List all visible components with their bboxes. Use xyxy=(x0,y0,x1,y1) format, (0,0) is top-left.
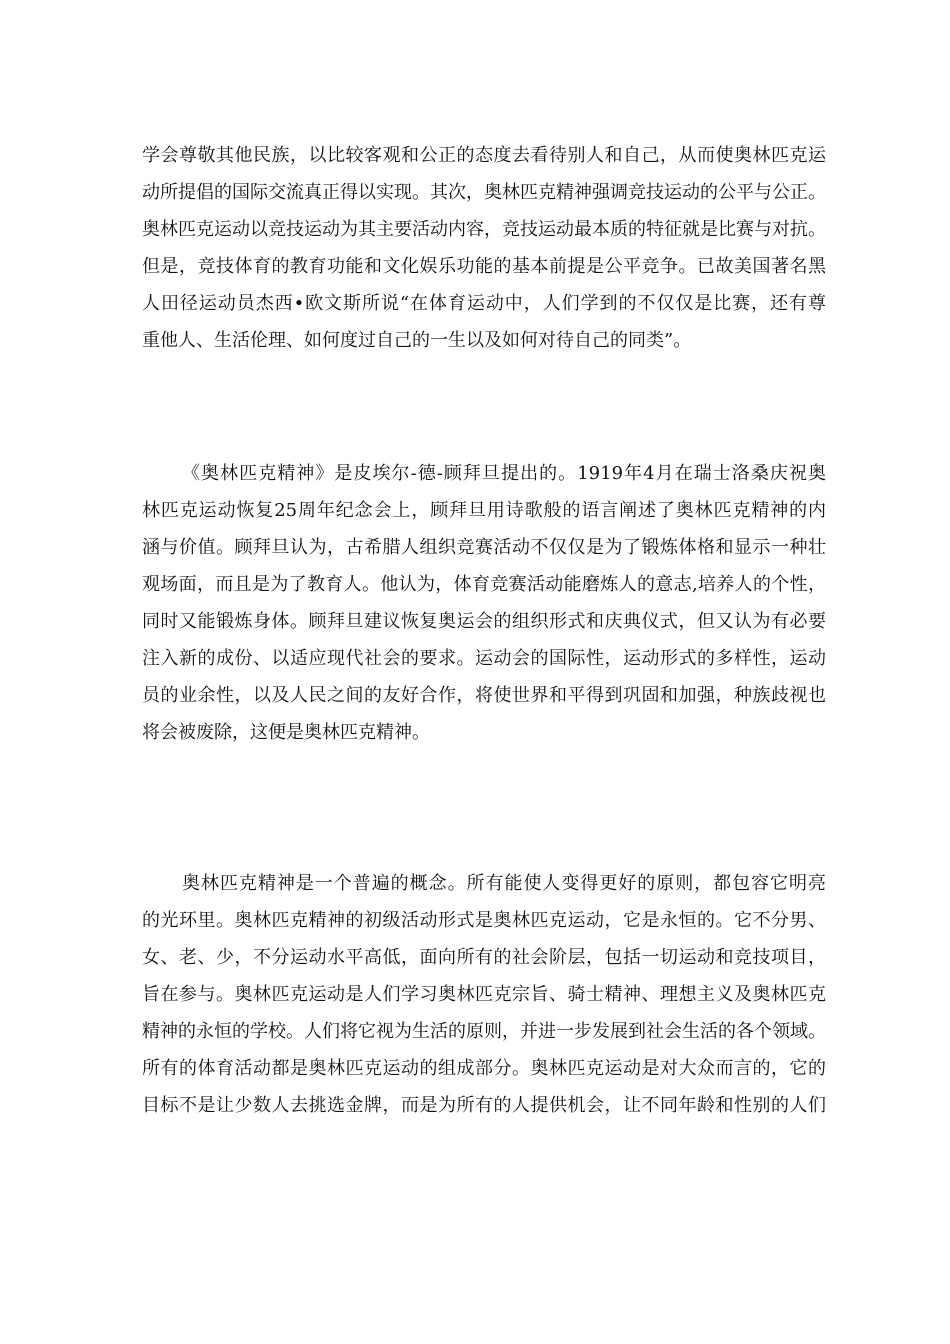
text-line: 目标不是让少数人去挑选金牌，而是为所有的人提供机会，让不同年龄和性别的人们 xyxy=(142,1095,826,1116)
text-line: 员的业余性，以及人民之间的友好合作，将使世界和平得到巩固和加强，种族歧视也 xyxy=(142,685,826,706)
text-line: 观场面，而且是为了教育人。他认为，体育竞赛活动能磨炼人的意志,培养人的个性， xyxy=(142,574,826,595)
text-line: 但是，竞技体育的教育功能和文化娱乐功能的基本前提是公平竞争。已故美国著名黑 xyxy=(142,256,826,277)
paragraph-1 xyxy=(142,137,826,359)
paragraph-3 xyxy=(142,865,826,1124)
text-line: 林匹克运动恢复25周年纪念会上，顾拜旦用诗歌般的语言阐述了奥林匹克精神的内 xyxy=(142,500,826,521)
text-line: 动所提倡的国际交流真正得以实现。其次，奥林匹克精神强调竞技运动的公平与公正。 xyxy=(142,182,826,203)
text-line: 将会被废除，这便是奥林匹克精神。 xyxy=(142,722,430,743)
text-line: 奥林匹克运动以竞技运动为其主要活动内容，竞技运动最本质的特征就是比赛与对抗。 xyxy=(142,219,826,240)
text-line: 涵与价值。顾拜旦认为，古希腊人组织竞赛活动不仅仅是为了锻炼体格和显示一种壮 xyxy=(142,537,826,558)
text-line: 女、老、少，不分运动水平高低，面向所有的社会阶层，包括一切运动和竞技项目， xyxy=(142,947,826,968)
paragraph-2 xyxy=(142,455,826,751)
text-line: 精神的永恒的学校。人们将它视为生活的原则，并进一步发展到社会生活的各个领域。 xyxy=(142,1021,826,1042)
text-line: 学会尊敬其他民族，以比较客观和公正的态度去看待别人和自己，从而使奥林匹克运 xyxy=(142,145,826,166)
text-line: 的光环里。奥林匹克精神的初级活动形式是奥林匹克运动，它是永恒的。它不分男、 xyxy=(142,910,826,931)
text-line: 所有的体育活动都是奥林匹克运动的组成部分。奥林匹克运动是对大众而言的，它的 xyxy=(142,1058,826,1079)
text-line: 奥林匹克精神是一个普遍的概念。所有能使人变得更好的原则，都包容它明亮 xyxy=(182,873,826,894)
text-line: 《奥林匹克精神》是皮埃尔-德-顾拜旦提出的。1919年4月在瑞士洛桑庆祝奥 xyxy=(182,463,826,484)
text-line: 同时又能锻炼身体。顾拜旦建议恢复奥运会的组织形式和庆典仪式，但又认为有必要 xyxy=(142,611,826,632)
text-line: 重他人、生活伦理、如何度过自己的一生以及如何对待自己的同类”。 xyxy=(142,330,692,351)
text-line: 注入新的成份、以适应现代社会的要求。运动会的国际性，运动形式的多样性，运动 xyxy=(142,648,826,669)
text-line: 旨在参与。奥林匹克运动是人们学习奥林匹克宗旨、骑士精神、理想主义及奥林匹克 xyxy=(142,984,826,1005)
text-line: 人田径运动员杰西•欧文斯所说“在体育运动中，人们学到的不仅仅是比赛，还有尊 xyxy=(142,293,826,314)
